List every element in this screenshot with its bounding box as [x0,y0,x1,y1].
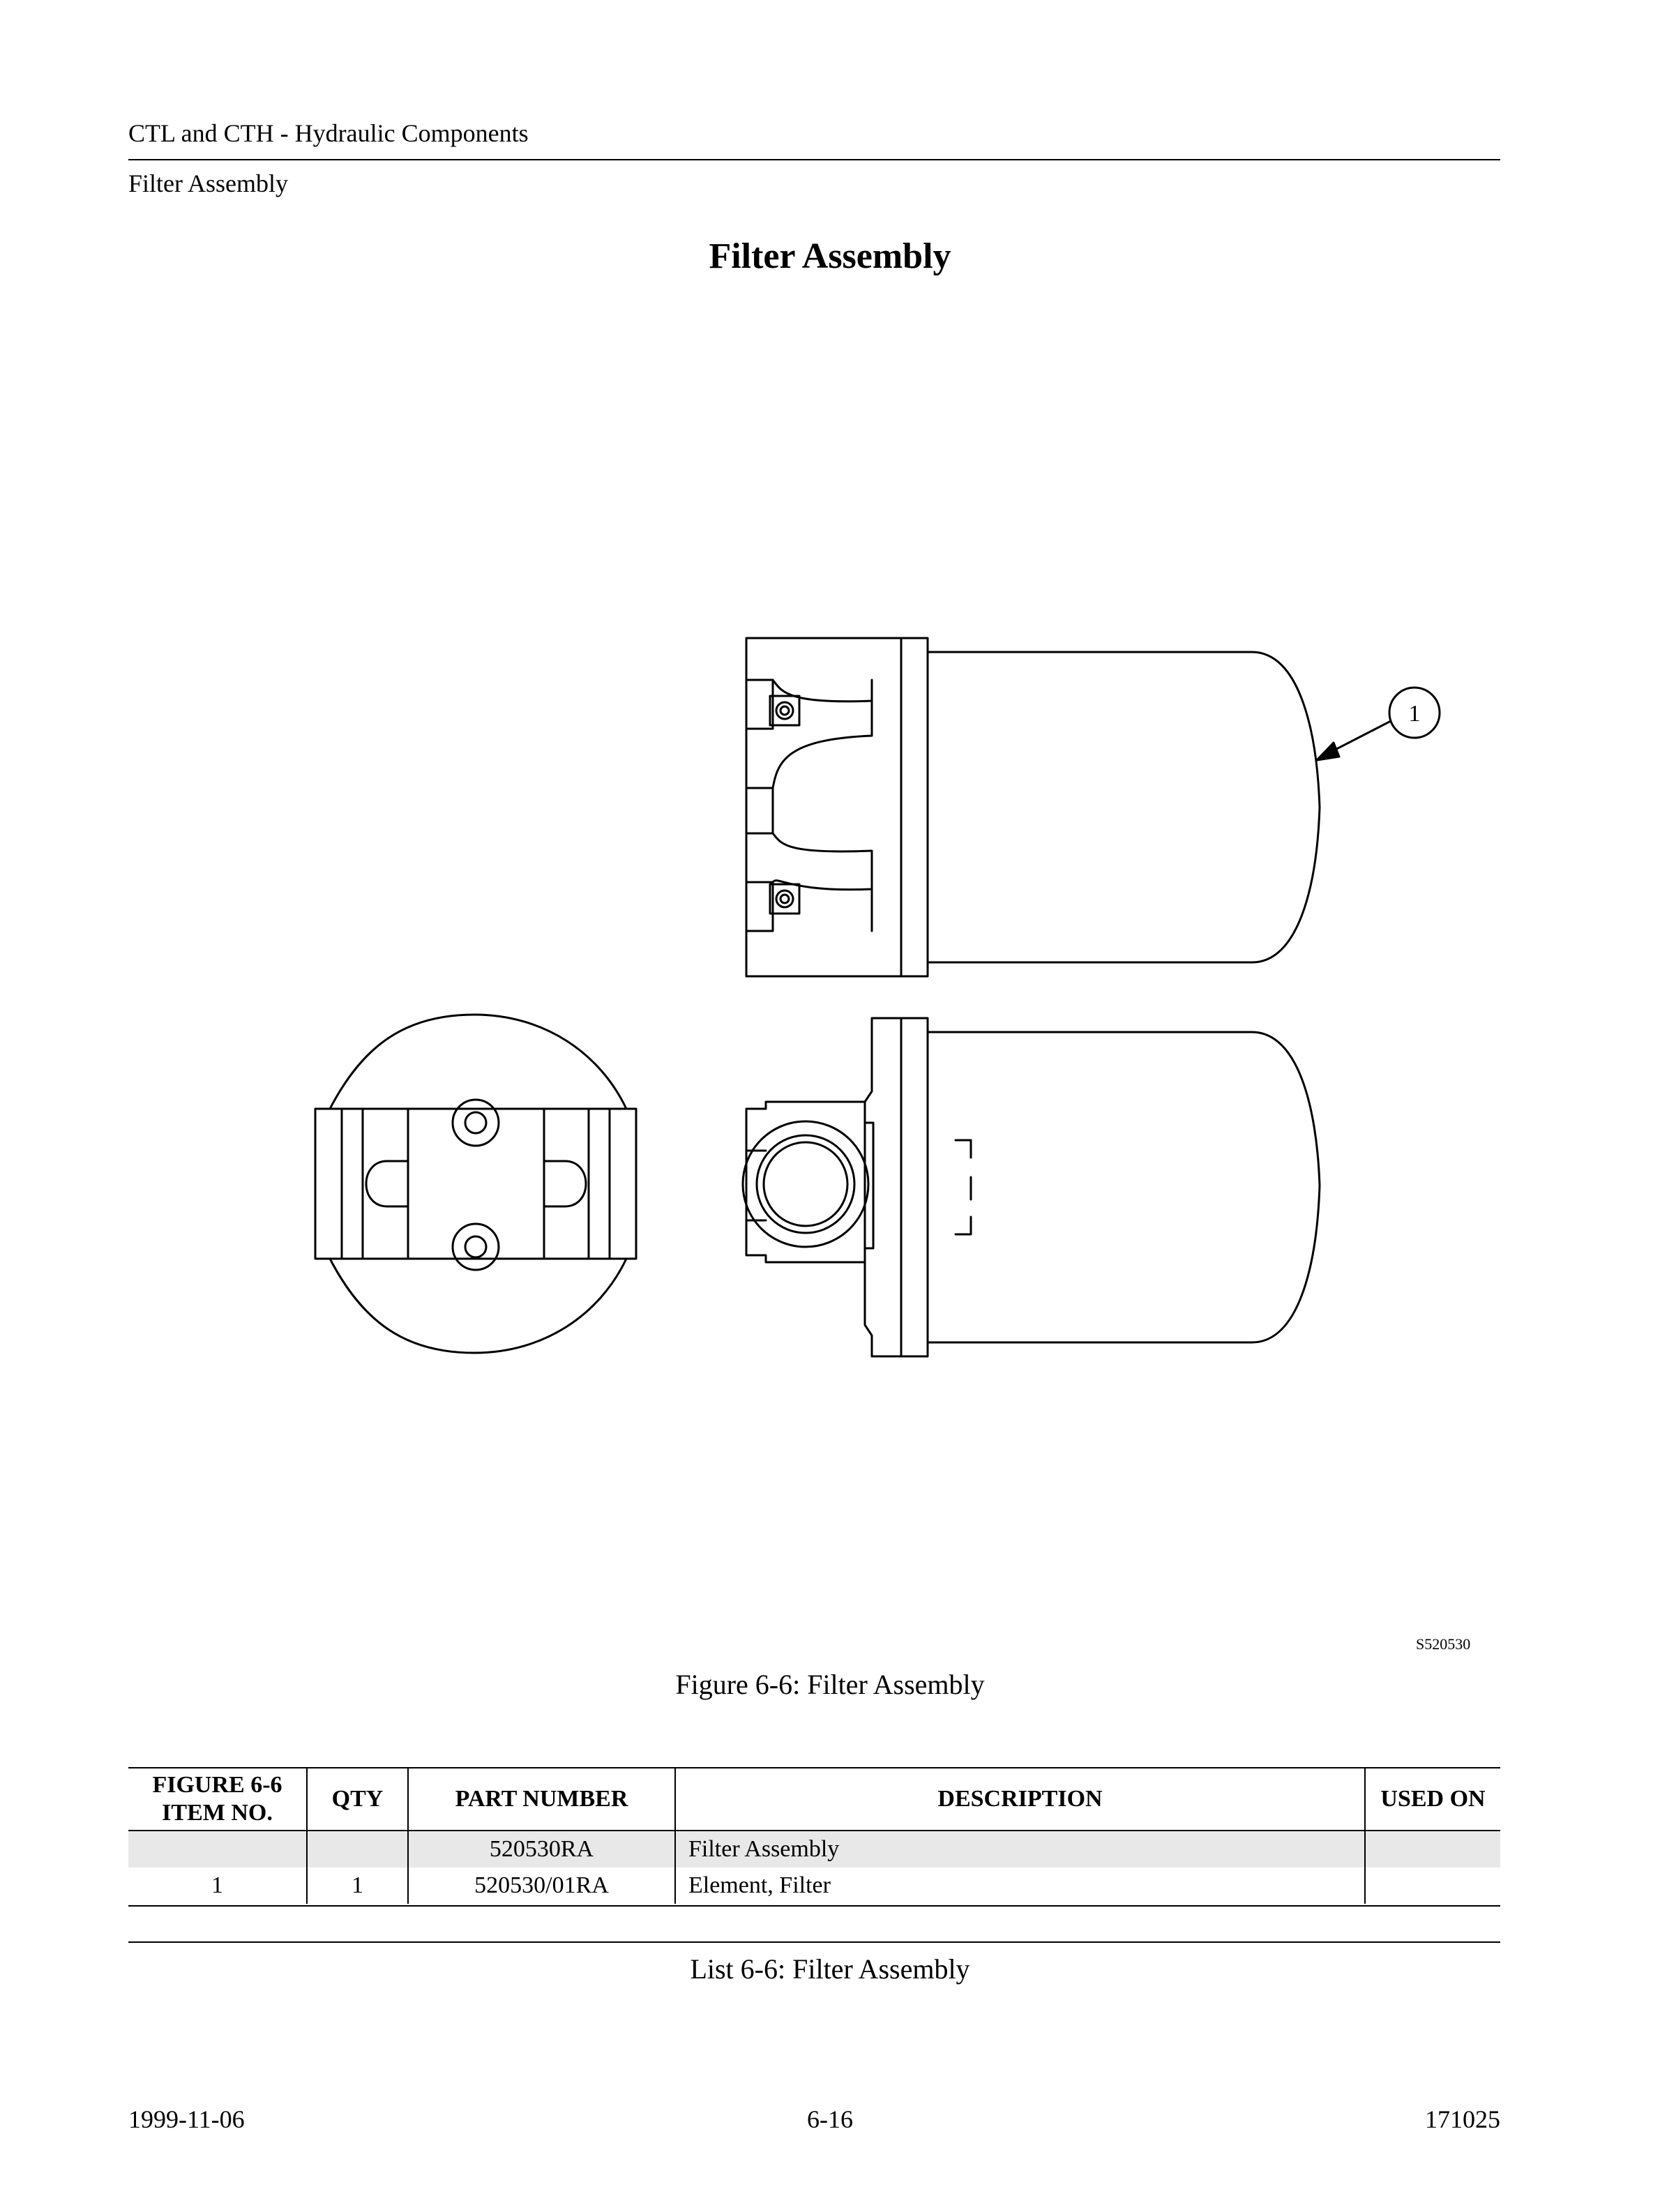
top-head-block [746,638,901,976]
cell-used-on [1365,1868,1500,1904]
side-port-outer [743,1121,868,1247]
figure-caption: Figure 6-6: Filter Assembly [675,1669,985,1700]
footer-page-number: 6-16 [807,2105,853,2133]
cell-description: Element, Filter [675,1868,1365,1904]
side-flange [901,1018,928,1356]
parts-table-header [128,1768,1500,1831]
table-bottom-rule [128,1905,1500,1907]
cell-qty [307,1831,408,1868]
drawing-id: S520530 [1416,1635,1471,1653]
list-caption: List 6-6: Filter Assembly [690,1953,970,1985]
table-caption-rule [128,1941,1500,1943]
top-screw-1 [776,702,793,719]
col-item-line2: ITEM NO. [162,1800,273,1826]
col-item-no [128,1768,307,1831]
side-head [865,1018,901,1356]
cell-part-number: 520530RA [408,1831,675,1868]
col-description: DESCRIPTION [675,1768,1365,1831]
cell-qty: 1 [307,1868,408,1904]
end-view-circle-top [330,1015,626,1109]
running-header-subsection: Filter Assembly [128,169,289,197]
end-view-circle-bottom [330,1259,626,1353]
end-view-boss-2 [453,1224,499,1270]
cell-description: Filter Assembly [675,1831,1365,1868]
parts-table [128,1768,1500,1904]
side-port-inner [764,1142,847,1226]
table-row [128,1868,1500,1904]
running-header-section: CTL and CTH - Hydraulic Components [128,119,529,147]
col-part-number: PART NUMBER [408,1768,675,1831]
table-row [128,1831,1500,1868]
callout-number: 1 [1408,701,1421,727]
page-title: Filter Assembly [709,236,951,276]
footer-date: 1999-11-06 [128,2105,245,2133]
end-view-boss-1 [453,1100,499,1146]
side-canister [928,1032,1320,1342]
cell-part-number: 520530/01RA [408,1868,675,1904]
top-canister [928,652,1320,962]
cell-item: 1 [128,1868,307,1904]
col-item-line1: FIGURE 6-6 [152,1772,282,1798]
col-qty: QTY [307,1768,408,1831]
top-flange [901,638,928,976]
cell-item [128,1831,307,1868]
footer-doc-number: 171025 [1425,2105,1500,2133]
cell-used-on [1365,1831,1500,1868]
top-screw-2 [776,891,793,907]
col-used-on: USED ON [1365,1768,1500,1831]
